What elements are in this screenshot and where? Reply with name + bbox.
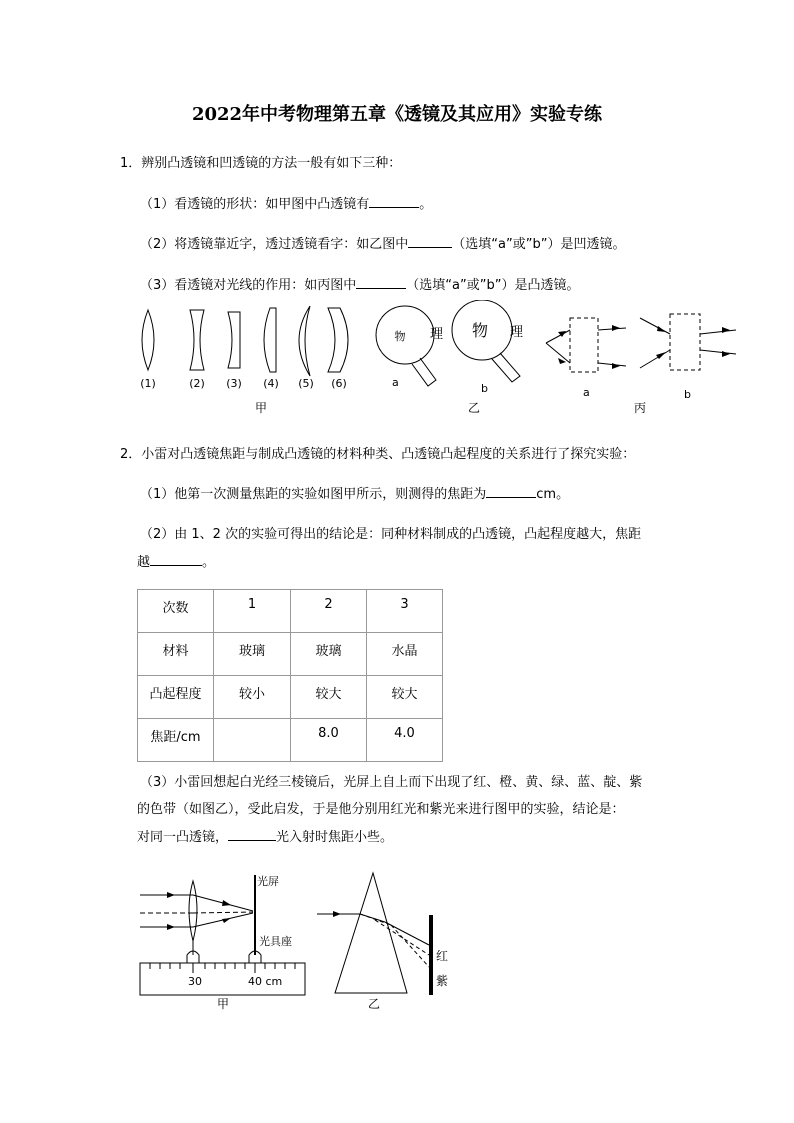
fig-label-bing: 丙 xyxy=(634,401,647,415)
table-cell: 玻璃 xyxy=(214,633,291,676)
q2-part3-tail: 光入射时焦距小些。 xyxy=(276,830,394,845)
table-cell: 较大 xyxy=(367,676,443,719)
lens-label: (6) xyxy=(331,377,347,390)
data-table xyxy=(137,589,443,762)
lens-5 xyxy=(299,306,310,376)
table-cell xyxy=(214,719,291,762)
bench-label: 光具座 xyxy=(259,935,292,948)
prism xyxy=(335,873,407,993)
q1-part2 xyxy=(140,233,625,252)
table-row xyxy=(138,719,443,762)
ray-box-a-label: a xyxy=(583,386,590,399)
fig-label-jia: 甲 xyxy=(217,997,230,1011)
table-cell: 凸起程度 xyxy=(138,676,214,719)
q2-stem: 2．小雷对凸透镜焦距与制成凸透镜的材料种类、凸透镜凸起程度的关系进行了探究实验： xyxy=(120,447,636,462)
q1-part1-tail: 。 xyxy=(419,197,433,212)
table-cell: 4.0 xyxy=(367,719,443,762)
magnifier-a-char: 物 xyxy=(394,330,406,343)
lens-label: (3) xyxy=(226,377,242,390)
table-cell: 8.0 xyxy=(291,719,367,762)
magnifier-b-handle xyxy=(492,353,520,382)
tick-30: 30 xyxy=(188,975,202,988)
lens-4 xyxy=(264,308,276,372)
q1-part1 xyxy=(140,193,432,212)
lens-label: (1) xyxy=(140,377,156,390)
q2-part2-tail: 。 xyxy=(202,555,216,570)
answer-blank[interactable] xyxy=(228,828,276,841)
table-cell: 焦距/cm xyxy=(138,719,214,762)
label-violet: 紫 xyxy=(436,974,449,988)
magnifier-b-label: b xyxy=(481,382,488,395)
q2-part2-line1: （2）由 1、2 次的实验可得出的结论是：同种材料制成的凸透镜，凸起程度越大，焦距 xyxy=(140,527,642,542)
q1-stem: 1．辨别凸透镜和凹透镜的方法一般有如下三种： xyxy=(120,156,402,171)
answer-blank[interactable] xyxy=(150,553,202,566)
table-cell: 2 xyxy=(291,590,367,633)
table-cell: 3 xyxy=(367,590,443,633)
lens-3 xyxy=(228,312,240,368)
answer-blank[interactable] xyxy=(486,485,536,498)
table-cell: 材料 xyxy=(138,633,214,676)
q2-part3-line1: （3）小雷回想起白光经三棱镜后，光屏上自上而下出现了红、橙、黄、绿、蓝、靛、紫 xyxy=(140,775,643,790)
ray-box-b-label: b xyxy=(684,388,691,401)
lens-label: (2) xyxy=(189,377,205,390)
q1-part3-tail: （选填“a”或”b”）是凸透镜。 xyxy=(406,278,580,293)
q1-part1-text: （1）看透镜的形状：如甲图中凸透镜有 xyxy=(140,197,370,212)
answer-blank[interactable] xyxy=(356,276,406,289)
q1-part2-text: （2）将透镜靠近字，透过透镜看字：如乙图中 xyxy=(140,237,409,252)
table-cell: 较小 xyxy=(214,676,291,719)
fig-label-yi: 乙 xyxy=(468,401,481,415)
lens-label: (5) xyxy=(298,377,314,390)
table-cell: 1 xyxy=(214,590,291,633)
screen-label: 光屏 xyxy=(257,875,279,888)
answer-blank[interactable] xyxy=(408,235,452,248)
q1-part2-tail: （选填“a”或”b”）是凹透镜。 xyxy=(452,237,626,252)
q2-part3-text: 对同一凸透镜， xyxy=(137,830,229,845)
q1-part3 xyxy=(140,274,579,293)
table-cell: 水晶 xyxy=(367,633,443,676)
magnifier-b-char: 物 xyxy=(471,321,489,340)
fig-label-jia: 甲 xyxy=(255,401,268,415)
page-title: 2022年中考物理第五章《透镜及其应用》实验专练 xyxy=(191,104,603,125)
table-cell: 次数 xyxy=(138,590,214,633)
fig-label-yi: 乙 xyxy=(368,997,381,1011)
q1-part3-text: （3）看透镜对光线的作用：如丙图中 xyxy=(140,278,357,293)
q2-part3-line2: 的色带（如图乙），受此启发，于是他分别用红光和紫光来进行图甲的实验，结论是： xyxy=(137,802,625,817)
ray-box-a xyxy=(570,318,598,372)
table-row xyxy=(138,676,443,719)
table-cell: 玻璃 xyxy=(291,633,367,676)
magnifier-b-outside-char: 理 xyxy=(510,325,524,340)
magnifier-a-label: a xyxy=(392,376,399,389)
ray-box-b xyxy=(670,314,700,370)
q2-figure xyxy=(135,865,455,1015)
q2-part2-text: 越 xyxy=(137,555,151,570)
magnifier-a-outside-char: 理 xyxy=(430,327,444,342)
table-row xyxy=(138,633,443,676)
table-cell: 较大 xyxy=(291,676,367,719)
q2-part3-line3 xyxy=(137,826,393,845)
table-row xyxy=(138,590,443,633)
q2-part1-tail: cm。 xyxy=(536,487,570,502)
q2-part2-line2 xyxy=(137,551,215,570)
lens-6 xyxy=(328,308,348,372)
answer-blank[interactable] xyxy=(369,195,419,208)
lens-label: (4) xyxy=(263,377,279,390)
q1-figure xyxy=(130,300,750,425)
q2-part1-text: （1）他第一次测量焦距的实验如图甲所示，则测得的焦距为 xyxy=(140,487,487,502)
label-red: 红 xyxy=(436,949,449,963)
lens-2 xyxy=(190,310,204,370)
q2-part1 xyxy=(140,483,569,502)
tick-40: 40 cm xyxy=(248,975,283,988)
lens-1 xyxy=(142,310,154,370)
convex-lens xyxy=(189,881,197,941)
